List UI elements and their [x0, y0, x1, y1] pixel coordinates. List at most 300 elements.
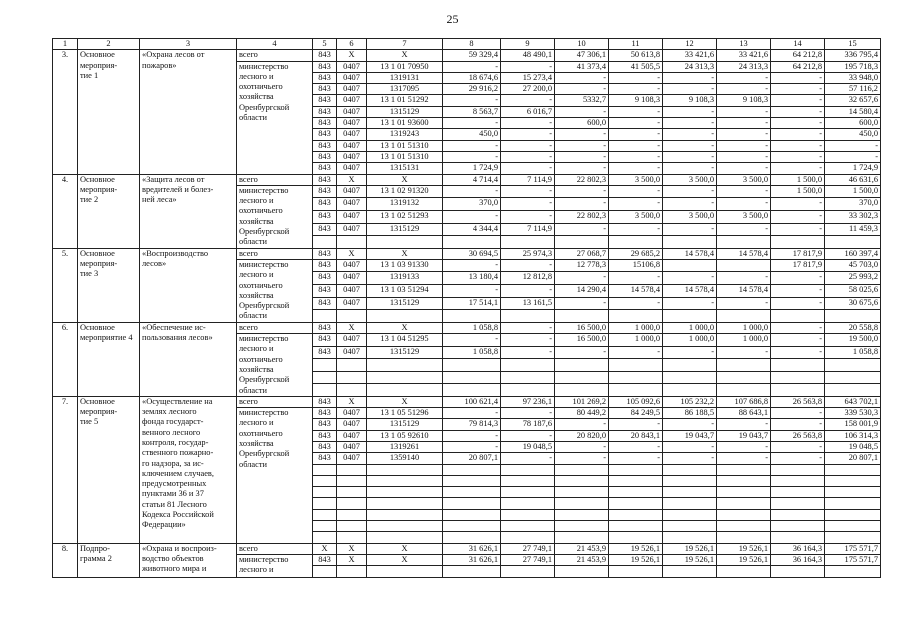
table-cell: 0407	[337, 272, 367, 285]
table-cell: -	[717, 297, 771, 310]
table-cell: 1 000,0	[609, 322, 663, 333]
table-cell	[609, 498, 663, 509]
table-cell	[717, 498, 771, 509]
table-cell: 30 694,5	[443, 248, 501, 259]
table-cell	[663, 310, 717, 323]
table-cell: всего	[237, 543, 313, 554]
table-cell: 13 1 05 92610	[367, 430, 443, 441]
table-cell: 0407	[337, 259, 367, 272]
table-cell: -	[501, 129, 555, 140]
table-cell: 27 749,1	[501, 543, 555, 554]
activity-name-cell	[140, 396, 237, 543]
activity-type-cell-text: Подпро- грамма 2	[80, 543, 112, 563]
table-cell	[717, 310, 771, 323]
table-cell	[501, 498, 555, 509]
table-cell: 13 1 05 51296	[367, 408, 443, 419]
table-cell: -	[443, 210, 501, 223]
executor-text: министерство лесного и охотничьего хозяйства Оренбургской области	[239, 334, 290, 395]
table-cell	[501, 236, 555, 249]
table-cell	[501, 532, 555, 543]
table-cell	[337, 475, 367, 486]
table-cell: 33 421,6	[717, 50, 771, 61]
table-cell: -	[501, 151, 555, 162]
row-number-cell	[53, 396, 78, 543]
table-cell: -	[555, 419, 609, 430]
table-cell: 21 453,9	[555, 543, 609, 554]
table-cell	[663, 521, 717, 532]
table-cell: 0407	[337, 198, 367, 211]
table-cell: 843	[313, 106, 337, 117]
table-cell: 9 108,3	[717, 95, 771, 106]
table-cell: 843	[313, 129, 337, 140]
table-cell	[663, 371, 717, 384]
table-cell: 13 161,5	[501, 297, 555, 310]
table-cell: -	[609, 163, 663, 174]
header-cell: 9	[501, 39, 555, 50]
table-cell	[663, 532, 717, 543]
row-number-cell-text: 8.	[61, 543, 69, 553]
table-cell	[367, 359, 443, 372]
table-cell: 1 058,8	[825, 346, 881, 359]
table-cell: 14 578,4	[609, 285, 663, 298]
activity-type-cell-text: Основное мероприятие 4	[80, 322, 133, 343]
table-cell: -	[771, 272, 825, 285]
table-cell	[825, 532, 881, 543]
table-cell: 8 563,7	[443, 106, 501, 117]
table-cell: -	[771, 129, 825, 140]
table-cell	[825, 521, 881, 532]
header-cell: 15	[825, 39, 881, 50]
table-cell: 36 164,3	[771, 554, 825, 565]
table-cell: -	[443, 285, 501, 298]
table-cell: -	[663, 72, 717, 83]
table-cell: -	[771, 285, 825, 298]
table-cell: 13 1 01 51310	[367, 140, 443, 151]
table-cell	[663, 359, 717, 372]
table-cell: 13 1 03 51294	[367, 285, 443, 298]
table-cell: Х	[313, 543, 337, 554]
table-cell: 1 500,0	[825, 185, 881, 198]
table-cell: 1319243	[367, 129, 443, 140]
table-cell: 20 807,1	[443, 453, 501, 464]
table-cell: -	[609, 185, 663, 198]
table-cell: 14 578,4	[717, 285, 771, 298]
table-cell: -	[443, 334, 501, 347]
table-cell	[337, 464, 367, 475]
table-cell	[609, 310, 663, 323]
header-cell: 8	[443, 39, 501, 50]
table-cell: 30 675,6	[825, 297, 881, 310]
table-cell: 97 236,1	[501, 396, 555, 407]
table-cell	[443, 498, 501, 509]
activity-name-cell-text: «Охрана и воспроиз- водство объектов животного мира и	[142, 543, 217, 574]
table-cell	[337, 236, 367, 249]
table-cell: 13 1 02 91320	[367, 185, 443, 198]
table-cell: 1 000,0	[609, 334, 663, 347]
table-cell: 59 329,4	[443, 50, 501, 61]
table-cell: 370,0	[443, 198, 501, 211]
table-cell: 0407	[337, 163, 367, 174]
executor-text: министерство лесного и охотничьего хозяйства Оренбургской области	[239, 408, 290, 469]
table-cell: -	[501, 285, 555, 298]
table-cell	[663, 384, 717, 397]
table-cell	[367, 371, 443, 384]
table-cell: -	[443, 441, 501, 452]
table-cell: 0407	[337, 106, 367, 117]
table-row	[53, 248, 881, 259]
table-cell	[555, 487, 609, 498]
table-cell: 13 1 01 70950	[367, 61, 443, 72]
table-cell	[609, 464, 663, 475]
table-cell: 33 948,0	[825, 72, 881, 83]
table-cell	[771, 236, 825, 249]
table-cell	[367, 384, 443, 397]
table-cell: 843	[313, 453, 337, 464]
table-cell: 0407	[337, 430, 367, 441]
table-cell: 107 686,8	[717, 396, 771, 407]
table-cell	[313, 475, 337, 486]
table-cell: -	[663, 346, 717, 359]
table-cell: -	[663, 106, 717, 117]
table-cell	[367, 498, 443, 509]
table-cell: -	[609, 72, 663, 83]
table-cell: 27 749,1	[501, 554, 555, 565]
table-cell	[825, 509, 881, 520]
table-cell	[663, 566, 717, 577]
table-cell: -	[663, 441, 717, 452]
table-cell	[555, 498, 609, 509]
table-cell: -	[609, 297, 663, 310]
table-cell: 0407	[337, 408, 367, 419]
table-row	[53, 50, 881, 61]
table-cell: 57 116,2	[825, 84, 881, 95]
table-cell: 36 164,3	[771, 543, 825, 554]
row-number-cell-text: 4.	[61, 174, 69, 184]
table-cell: -	[717, 140, 771, 151]
table-cell: Х	[367, 543, 443, 554]
table-cell: 0407	[337, 334, 367, 347]
table-cell: 1315129	[367, 106, 443, 117]
table-cell: -	[771, 106, 825, 117]
table-cell: 0407	[337, 129, 367, 140]
table-cell: -	[609, 346, 663, 359]
table-cell: 843	[313, 441, 337, 452]
table-cell: 22 802,3	[555, 210, 609, 223]
table-cell: -	[609, 419, 663, 430]
table-cell: 1 058,8	[443, 322, 501, 333]
table-cell: 843	[313, 396, 337, 407]
table-body	[53, 50, 881, 577]
table-row	[53, 543, 881, 554]
table-cell: 41 505,5	[609, 61, 663, 72]
table-cell: 84 249,5	[609, 408, 663, 419]
activity-name-cell-text: «Защита лесов от вредителей и болез- ней леса»	[142, 174, 214, 205]
table-cell: 41 373,4	[555, 61, 609, 72]
table-cell	[313, 464, 337, 475]
table-cell: Х	[367, 322, 443, 333]
table-cell: -	[825, 140, 881, 151]
table-cell	[825, 310, 881, 323]
table-cell	[337, 509, 367, 520]
table-cell: -	[609, 223, 663, 236]
table-cell: -	[825, 151, 881, 162]
table-cell: 32 657,6	[825, 95, 881, 106]
table-cell	[443, 359, 501, 372]
table-cell	[337, 384, 367, 397]
table-cell: Х	[337, 322, 367, 333]
executor-cell	[237, 185, 313, 248]
table-cell: Х	[367, 554, 443, 565]
table-cell: 3 500,0	[663, 210, 717, 223]
table-cell	[555, 532, 609, 543]
table-cell	[501, 521, 555, 532]
table-cell	[313, 532, 337, 543]
table-cell: 160 397,4	[825, 248, 881, 259]
table-cell	[555, 371, 609, 384]
table-cell: 336 795,4	[825, 50, 881, 61]
activity-name-cell	[140, 50, 237, 174]
table-cell	[717, 475, 771, 486]
table-cell: 0407	[337, 185, 367, 198]
table-cell	[501, 310, 555, 323]
table-cell: -	[717, 118, 771, 129]
table-cell: -	[717, 72, 771, 83]
table-row	[53, 174, 881, 185]
table-cell: -	[771, 210, 825, 223]
table-cell	[609, 509, 663, 520]
table-cell: -	[717, 453, 771, 464]
table-cell: -	[717, 272, 771, 285]
table-cell: 158 001,9	[825, 419, 881, 430]
table-cell: 101 269,2	[555, 396, 609, 407]
row-number-cell	[53, 50, 78, 174]
table-cell: -	[555, 297, 609, 310]
table-cell	[771, 498, 825, 509]
table-cell: -	[501, 163, 555, 174]
table-cell	[337, 487, 367, 498]
table-cell: 843	[313, 198, 337, 211]
table-cell: -	[663, 223, 717, 236]
table-cell	[313, 509, 337, 520]
table-cell: 18 674,6	[443, 72, 501, 83]
activity-type-cell	[78, 322, 140, 396]
table-cell	[825, 371, 881, 384]
table-cell	[717, 236, 771, 249]
table-cell	[717, 371, 771, 384]
table-cell: -	[771, 297, 825, 310]
table-cell: -	[555, 84, 609, 95]
activity-name-cell	[140, 174, 237, 248]
table-cell: 843	[313, 185, 337, 198]
table-cell: 1315129	[367, 419, 443, 430]
table-cell	[825, 487, 881, 498]
activity-type-cell-text: Основное мероприя- тие 3	[80, 248, 118, 279]
table-cell	[717, 532, 771, 543]
table-cell: -	[555, 185, 609, 198]
table-cell: 5332,7	[555, 95, 609, 106]
table-cell: всего	[237, 396, 313, 407]
table-cell	[555, 359, 609, 372]
table-cell: -	[717, 163, 771, 174]
table-cell: -	[555, 140, 609, 151]
table-cell	[825, 384, 881, 397]
table-cell: -	[717, 223, 771, 236]
table-cell	[501, 475, 555, 486]
table-cell	[313, 371, 337, 384]
table-cell: 24 313,3	[663, 61, 717, 72]
table-cell	[501, 566, 555, 577]
header-cell: 7	[367, 39, 443, 50]
table-cell: Х	[337, 50, 367, 61]
table-cell: 9 108,3	[663, 95, 717, 106]
table-cell: 1319133	[367, 272, 443, 285]
table-cell: всего	[237, 248, 313, 259]
table-row	[53, 396, 881, 407]
table-cell: 175 571,7	[825, 554, 881, 565]
table-cell	[717, 521, 771, 532]
table-cell: 17 817,9	[771, 259, 825, 272]
table-cell: -	[501, 408, 555, 419]
table-cell	[337, 566, 367, 577]
table-cell: -	[555, 163, 609, 174]
table-cell	[337, 532, 367, 543]
table-cell: 843	[313, 334, 337, 347]
table-cell	[555, 310, 609, 323]
table-cell: 1 000,0	[663, 322, 717, 333]
table-cell: 1 500,0	[771, 185, 825, 198]
table-cell: 0407	[337, 61, 367, 72]
table-cell: 1 058,8	[443, 346, 501, 359]
table-cell: 4 344,4	[443, 223, 501, 236]
table-cell: 26 563,8	[771, 396, 825, 407]
table-cell	[717, 509, 771, 520]
table-cell: -	[663, 419, 717, 430]
table-cell: 0407	[337, 210, 367, 223]
table-cell	[717, 487, 771, 498]
table-cell: -	[771, 72, 825, 83]
table-cell: 19 526,1	[663, 543, 717, 554]
activity-name-cell	[140, 248, 237, 322]
table-cell: -	[555, 223, 609, 236]
table-cell	[717, 259, 771, 272]
table-cell: 27 068,7	[555, 248, 609, 259]
table-cell: 0407	[337, 95, 367, 106]
table-cell	[609, 521, 663, 532]
table-cell: -	[771, 223, 825, 236]
table-cell: 20 820,0	[555, 430, 609, 441]
table-cell	[313, 487, 337, 498]
table-cell: -	[609, 198, 663, 211]
table-cell: 843	[313, 554, 337, 565]
table-cell: 4 714,4	[443, 174, 501, 185]
row-number-cell	[53, 543, 78, 577]
table-cell: 0407	[337, 346, 367, 359]
table-cell: 843	[313, 419, 337, 430]
executor-cell	[237, 408, 313, 544]
table-cell: 1315129	[367, 346, 443, 359]
table-cell	[443, 521, 501, 532]
executor-cell	[237, 259, 313, 322]
table-cell: -	[717, 151, 771, 162]
table-cell: всего	[237, 174, 313, 185]
table-cell	[337, 498, 367, 509]
header-cell: 13	[717, 39, 771, 50]
table-cell	[717, 464, 771, 475]
table-cell: 50 613,8	[609, 50, 663, 61]
row-number-cell-text: 3.	[61, 50, 69, 60]
table-cell: 12 812,8	[501, 272, 555, 285]
table-cell: 29 685,2	[609, 248, 663, 259]
table-cell	[825, 236, 881, 249]
table-cell: 843	[313, 163, 337, 174]
table-cell: 450,0	[443, 129, 501, 140]
table-cell: 19 526,1	[663, 554, 717, 565]
table-cell	[367, 566, 443, 577]
table-cell: 19 048,5	[501, 441, 555, 452]
table-cell	[771, 310, 825, 323]
table-cell: -	[663, 118, 717, 129]
table-cell: 64 212,8	[771, 61, 825, 72]
table-cell: -	[443, 61, 501, 72]
table-cell: 0407	[337, 72, 367, 83]
table-cell	[771, 371, 825, 384]
table-cell: -	[443, 151, 501, 162]
table-cell	[313, 521, 337, 532]
table-cell: 20 558,8	[825, 322, 881, 333]
table-cell	[443, 310, 501, 323]
activity-type-cell	[78, 396, 140, 543]
table-cell: 12 778,3	[555, 259, 609, 272]
table-cell	[443, 464, 501, 475]
table-cell: 13 1 04 51295	[367, 334, 443, 347]
table-cell	[313, 359, 337, 372]
table-cell: 843	[313, 72, 337, 83]
table-cell: 9 108,3	[609, 95, 663, 106]
table-cell: 0407	[337, 297, 367, 310]
table-cell: -	[663, 453, 717, 464]
table-cell: -	[771, 408, 825, 419]
table-cell	[337, 359, 367, 372]
header-cell: 14	[771, 39, 825, 50]
table-cell: 339 530,3	[825, 408, 881, 419]
table-cell: 1359140	[367, 453, 443, 464]
table-cell: 106 314,3	[825, 430, 881, 441]
table-cell: -	[771, 453, 825, 464]
table-cell: 100 621,4	[443, 396, 501, 407]
table-cell	[825, 464, 881, 475]
table-cell: всего	[237, 50, 313, 61]
table-cell	[313, 498, 337, 509]
table-cell: -	[663, 140, 717, 151]
table-cell: -	[771, 198, 825, 211]
table-cell	[771, 359, 825, 372]
table-cell: 3 500,0	[609, 210, 663, 223]
table-cell	[313, 566, 337, 577]
table-cell: 14 578,4	[717, 248, 771, 259]
table-cell: -	[501, 322, 555, 333]
table-cell	[825, 359, 881, 372]
executor-cell	[237, 61, 313, 174]
table-cell	[663, 498, 717, 509]
table-cell: -	[717, 129, 771, 140]
table-cell	[313, 236, 337, 249]
table-cell: 1315129	[367, 223, 443, 236]
table-cell: 13 1 03 91330	[367, 259, 443, 272]
table-cell: 843	[313, 210, 337, 223]
executor-cell	[237, 334, 313, 397]
table-cell: -	[609, 441, 663, 452]
table-cell: -	[609, 140, 663, 151]
